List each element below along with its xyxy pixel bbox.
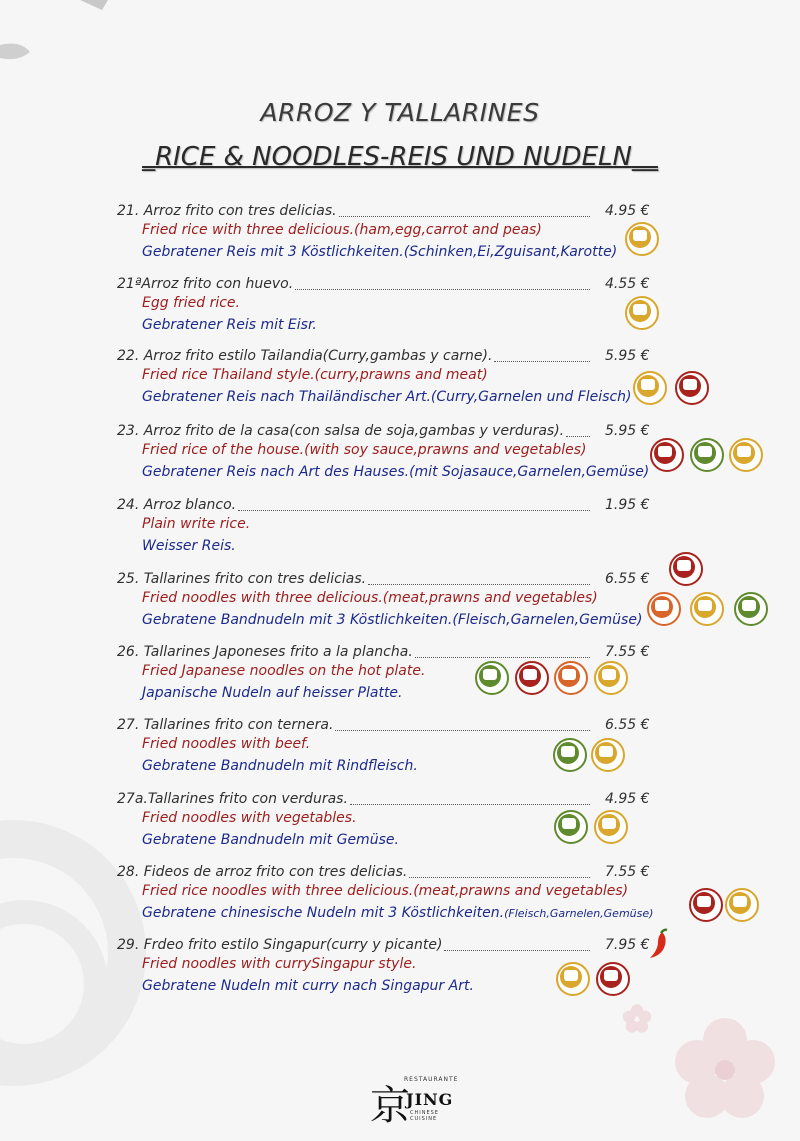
dish-price: 4.95 € (605, 791, 650, 807)
dish-description-english: Plain write rice. (142, 516, 251, 532)
logo-mark: 京 (370, 1083, 410, 1129)
dish-description-german-text: Gebratener Reis nach Thailändischer Art.(Curry,Garnelen und Fleisch) (142, 389, 632, 405)
egg-allergen-icon (591, 738, 625, 772)
dish-description-german-text: Gebratene chinesische Nudeln mit 3 Köstlichkeiten. (142, 905, 505, 921)
dish-description-english: Fried noodles with currySingapur style. (142, 956, 417, 972)
dish-description-english: Fried noodles with vegetables. (142, 810, 357, 826)
dish-price: 7.95 € (605, 937, 650, 953)
crustacean-allergen-icon (689, 888, 723, 922)
dish-name-spanish: 24. Arroz blanco. (117, 497, 237, 513)
dish-description-german-text: Gebratener Reis mit Eisr. (142, 317, 317, 333)
dotted-leader (566, 434, 590, 437)
logo-subtext: CHINESE CUISINE (410, 1110, 439, 1122)
crustacean-allergen-icon (515, 661, 549, 695)
dish-price: 4.55 € (605, 276, 650, 292)
egg-allergen-icon (633, 371, 667, 405)
dish-name-spanish: 28. Fideos de arroz frito con tres delicias. (117, 864, 408, 880)
dish-description-german-text: Gebratener Reis nach Art des Hauses.(mit Sojasauce,Garnelen,Gemüse) (142, 464, 650, 480)
crustacean-allergen-icon (596, 962, 630, 996)
dish-description-german (142, 904, 653, 923)
logo-name: JING (406, 1090, 454, 1109)
dish-description-german (142, 611, 642, 629)
dotted-leader (494, 359, 590, 362)
plum-blossom-decoration (620, 1002, 654, 1036)
dish-name-spanish: 27a.Tallarines frito con verduras. (117, 791, 348, 807)
dish-description-german (142, 388, 632, 406)
dish-description-english: Fried rice of the house.(with soy sauce,prawns and vegetables) (142, 442, 587, 458)
dish-description-german-text: Japanische Nudeln auf heisser Platte. (142, 685, 403, 701)
dish-price: 5.95 € (605, 423, 650, 439)
ink-brush-decoration (0, 0, 140, 70)
page-subtitle (0, 142, 800, 172)
dotted-leader (444, 948, 590, 951)
dish-name-spanish: 25. Tallarines frito con tres delicias. (117, 571, 367, 587)
dotted-leader (415, 655, 590, 658)
dish-description-german (142, 831, 399, 849)
dish-description-english: Fried noodles with beef. (142, 736, 311, 752)
dish-price: 6.55 € (605, 717, 650, 733)
dish-name-spanish: 26. Tallarines Japoneses frito a la plancha. (117, 644, 413, 660)
dish-name-spanish: 23. Arroz frito de la casa(con salsa de soja,gambas y verduras). (117, 423, 565, 439)
dotted-leader (295, 287, 590, 290)
egg-allergen-icon (729, 438, 763, 472)
egg-allergen-icon (725, 888, 759, 922)
dish-description-german-text: Gebratene Bandnudeln mit 3 Köstlichkeiten.(Fleisch,Garnelen,Gemüse) (142, 612, 643, 628)
egg-allergen-icon (625, 222, 659, 256)
dish-description-german-text: Gebratene Bandnudeln mit Rindfleisch. (142, 758, 418, 774)
dotted-leader (368, 582, 590, 585)
soy-allergen-icon (734, 592, 768, 626)
logo-small-text: RESTAURANTE (404, 1076, 459, 1083)
dotted-leader (339, 214, 590, 217)
soy-allergen-icon (690, 438, 724, 472)
dotted-leader (350, 802, 590, 805)
soy-allergen-icon (475, 661, 509, 695)
plum-blossom-decoration (665, 1010, 785, 1130)
dish-description-german (142, 977, 474, 995)
dish-description-german (142, 757, 418, 775)
soy-allergen-icon (554, 810, 588, 844)
soy-allergen-icon (553, 738, 587, 772)
dish-description-german-text: Gebratener Reis mit 3 Köstlichkeiten.(Schinken,Ei,Zguisant,Karotte) (142, 244, 618, 260)
gluten-allergen-icon (554, 661, 588, 695)
dish-description-german (142, 537, 236, 555)
egg-allergen-icon (594, 661, 628, 695)
dish-description-english: Fried Japanese noodles on the hot plate. (142, 663, 426, 679)
subtitle-lead: _ (142, 142, 156, 172)
dish-description-english: Fried noodles with three delicious.(meat,prawns and vegetables) (142, 590, 598, 606)
dotted-leader (335, 728, 590, 731)
dish-description-english: Egg fried rice. (142, 295, 240, 311)
subtitle-text: RICE & NOODLES-REIS UND NUDELN (155, 142, 632, 172)
dish-description-german (142, 243, 617, 261)
egg-allergen-icon (690, 592, 724, 626)
dish-description-german-text: Gebratene Nudeln mit curry nach Singapur Art. (142, 978, 474, 994)
dish-name-spanish: 22. Arroz frito estilo Tailandia(Curry,gambas y carne). (117, 348, 493, 364)
dish-description-german (142, 684, 403, 702)
dish-price: 6.55 € (605, 571, 650, 587)
crustacean-allergen-icon (669, 552, 703, 586)
crustacean-allergen-icon (675, 371, 709, 405)
dish-name-spanish: 27. Tallarines frito con ternera. (117, 717, 334, 733)
dish-price: 5.95 € (605, 348, 650, 364)
dotted-leader (409, 875, 590, 878)
dish-description-german-text: Gebratene Bandnudeln mit Gemüse. (142, 832, 399, 848)
dish-description-german-text: Weisser Reis. (142, 538, 236, 554)
page-title: ARROZ Y TALLARINES (260, 98, 540, 127)
dish-description-german (142, 463, 649, 481)
egg-allergen-icon (556, 962, 590, 996)
dish-description-english: Fried rice with three delicious.(ham,egg,carrot and peas) (142, 222, 542, 238)
dish-price: 7.55 € (605, 864, 650, 880)
gluten-allergen-icon (647, 592, 681, 626)
chili-pepper-icon (646, 928, 670, 960)
dish-price: 4.95 € (605, 203, 650, 219)
dish-price: 1.95 € (605, 497, 650, 513)
crustacean-allergen-icon (650, 438, 684, 472)
egg-allergen-icon (594, 810, 628, 844)
egg-allergen-icon (625, 296, 659, 330)
dish-name-spanish: 21ªArroz frito con huevo. (117, 276, 294, 292)
dish-description-english: Fried rice noodles with three delicious.(meat,prawns and vegetables) (142, 883, 629, 899)
dish-name-spanish: 29. Frdeo frito estilo Singapur(curry y picante) (117, 937, 443, 953)
dish-description-english: Fried rice Thailand style.(curry,prawns and meat) (142, 367, 488, 383)
dotted-leader (238, 508, 590, 511)
dish-name-spanish: 21. Arroz frito con tres delicias. (117, 203, 337, 219)
dish-description-german-extra: (Fleisch,Garnelen,Gemüse) (504, 907, 654, 920)
dish-price: 7.55 € (605, 644, 650, 660)
dish-description-german (142, 316, 317, 334)
subtitle-trail: __ (631, 142, 658, 172)
